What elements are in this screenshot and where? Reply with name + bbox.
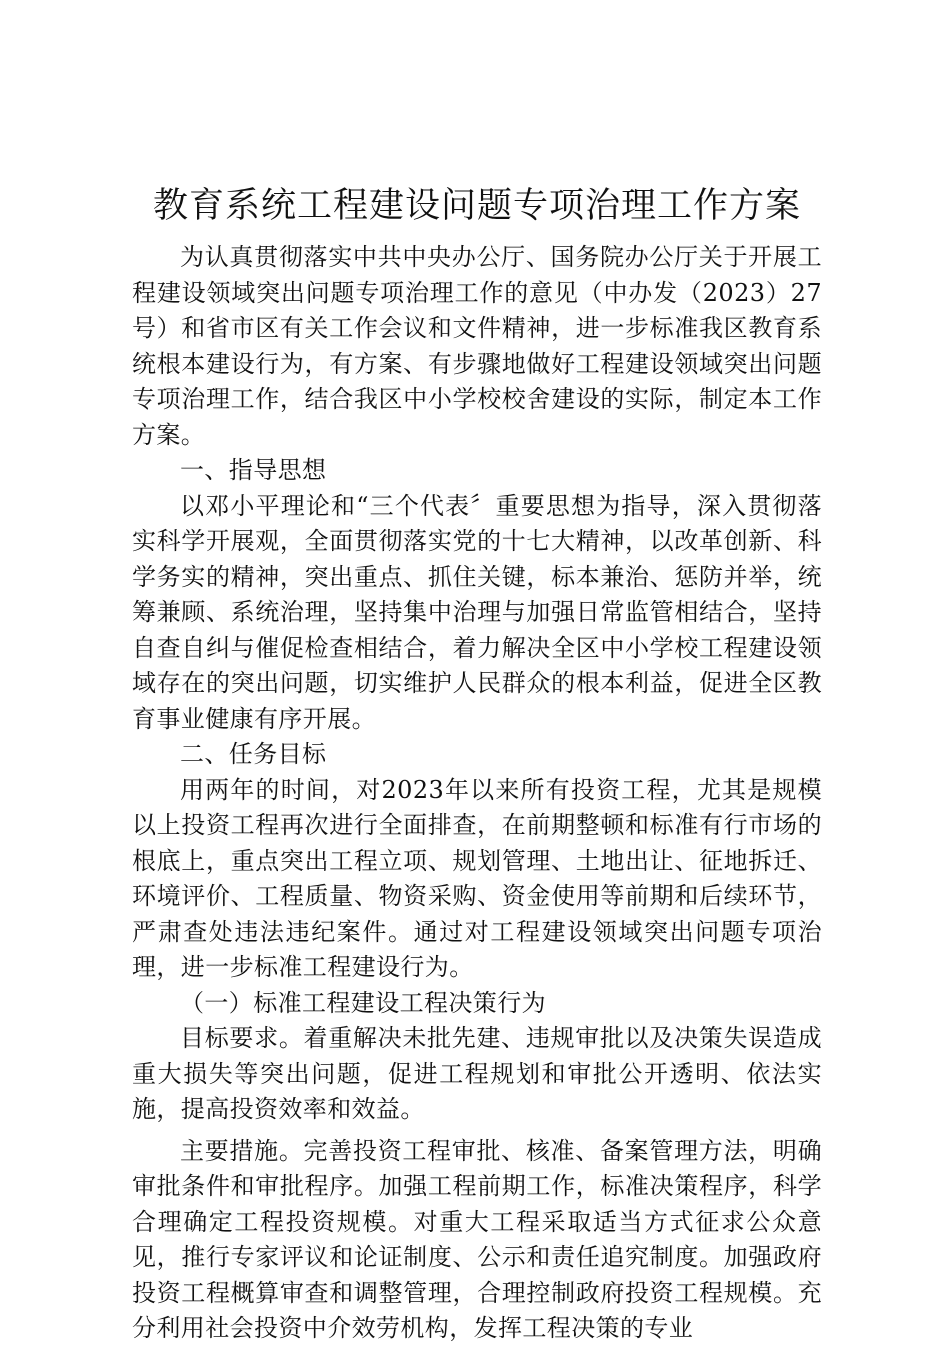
section-heading-task-goals: 二、任务目标 bbox=[180, 740, 327, 768]
section-heading-guiding-ideology: 一、指导思想 bbox=[180, 456, 327, 484]
goal-requirements-paragraph: 目标要求。着重解决未批先建、违规审批以及决策失误造成重大损失等突出问题，促进工程规划和审批公开透明、依法实施，提高投资效率和效益。 bbox=[132, 1024, 822, 1123]
document-title: 教育系统工程建设问题专项治理工作方案 bbox=[152, 186, 801, 226]
intro-paragraph: 为认真贯彻落实中共中央办公厅、国务院办公厅关于开展工程建设领域突出问题专项治理工作的意见（中办发（2023）27号）和省市区有关工作会议和文件精神，进一步标准我区教育系统根本建设行为，有方案、有步骤地做好工程建设领域突出问题专项治理工作，结合我区中小学校校舍建设的实际，制定本工作方案。 bbox=[132, 243, 822, 449]
guiding-ideology-paragraph: 以邓小平理论和“三个代表〞重要思想为指导，深入贯彻落实科学开展观，全面贯彻落实党的十七大精神，以改革创新、科学务实的精神，突出重点、抓住关键，标本兼治、惩防并举，统筹兼顾、系统治理，坚持集中治理与加强日常监管相结合，坚持自查自纠与催促检查相结合，着力解决全区中小学校工程建设领域存在的突出问题，切实维护人民群众的根本利益，促进全区教育事业健康有序开展。 bbox=[132, 491, 822, 733]
task-goals-paragraph: 用两年的时间，对2023年以来所有投资工程，尤其是规模以上投资工程再次进行全面排查，在前期整顿和标准有行市场的根底上，重点突出工程立项、规划管理、土地出让、征地拆迁、环境评价、工程质量、物资采购、资金使用等前期和后续环节，严肃查处违法违纪案件。通过对工程建设领域突出问题专项治理，进一步标准工程建设行为。 bbox=[132, 775, 822, 981]
main-measures-paragraph: 主要措施。完善投资工程审批、核准、备案管理方法，明确审批条件和审批程序。加强工程前期工作，标准决策程序，科学合理确定工程投资规模。对重大工程采取适当方式征求公众意见，推行专家评议和论证制度、公示和责任追究制度。加强政府投资工程概算审查和调整管理，合理控制政府投资工程规模。充分利用社会投资中介效劳机构，发挥工程决策的专业 bbox=[132, 1136, 822, 1342]
subsection-heading-decision-behavior: （一）标准工程建设工程决策行为 bbox=[180, 988, 546, 1017]
